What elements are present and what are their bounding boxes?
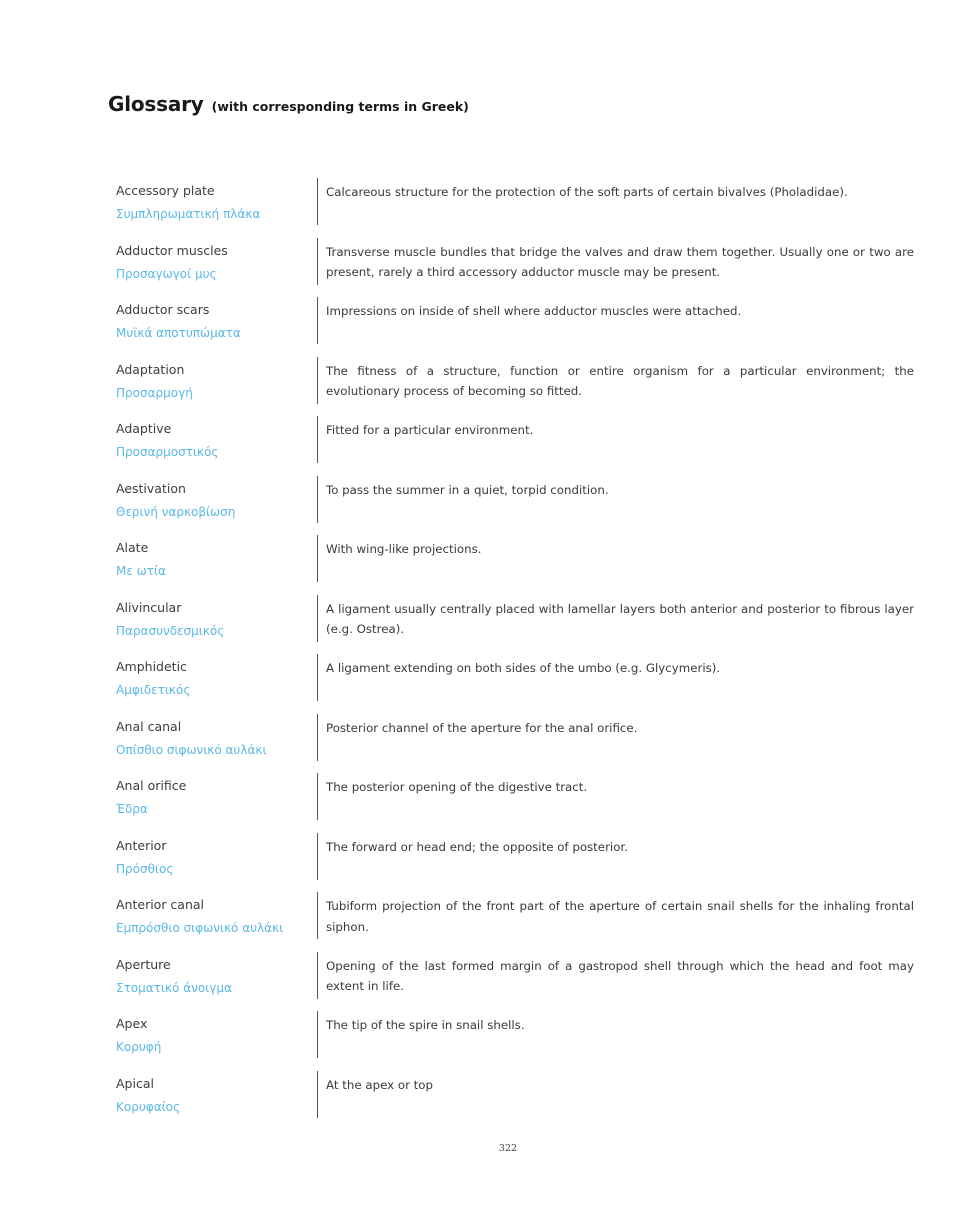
term-block [116, 1015, 306, 1056]
term-definition: Fitted for a particular environment. [326, 423, 534, 437]
term-definition: Impressions on inside of shell where adductor muscles were attached. [326, 304, 742, 318]
entry-divider [317, 833, 318, 880]
glossary-entry [0, 769, 960, 829]
term-english: Anal orifice [116, 778, 187, 793]
term-definition: Calcareous structure for the protection of the soft parts of certain bivalves (Pholadidae). [326, 185, 848, 199]
term-english: Apical [116, 1075, 154, 1091]
term-english: Amphidetic [116, 659, 187, 674]
glossary-entry [0, 412, 960, 472]
term-greek: Έδρα [116, 802, 148, 816]
term-greek: Συμπληρωματική πλάκα [116, 207, 261, 221]
glossary-entry [0, 650, 960, 710]
term-block [116, 301, 306, 342]
glossary-entry [0, 234, 960, 294]
entry-divider [317, 476, 318, 523]
term-definition: To pass the summer in a quiet, torpid condition. [326, 482, 609, 497]
entry-divider [317, 178, 318, 225]
term-definition: A ligament extending on both sides of the umbo (e.g. Glycymeris). [326, 661, 721, 675]
glossary-entry [0, 591, 960, 651]
term-block [116, 420, 306, 461]
term-block [116, 1075, 306, 1116]
glossary-entry [0, 1067, 960, 1127]
entry-divider [317, 416, 318, 463]
term-definition: The posterior opening of the digestive tract. [326, 780, 588, 794]
page-header [108, 92, 469, 116]
term-english: Adaptive [116, 421, 172, 436]
term-english: Adductor muscles [116, 242, 228, 258]
glossary-entry [0, 948, 960, 1008]
term-block [116, 480, 306, 521]
term-english: Anterior [116, 837, 167, 853]
term-greek: Μυϊκά αποτυπώματα [116, 326, 241, 340]
term-english: Alivincular [116, 599, 182, 615]
term-block [116, 182, 306, 223]
entry-divider [317, 357, 318, 404]
term-english: Anal canal [116, 718, 182, 734]
term-definition: With wing-like projections. [326, 542, 482, 556]
entry-divider [317, 1071, 318, 1118]
term-definition: Tubiform projection of the front part of the aperture of certain snail shells for the inhaling frontal siphon. [326, 899, 914, 934]
term-english: Alate [116, 540, 149, 555]
term-block [116, 896, 306, 937]
term-definition: The fitness of a structure, function or entire organism for a particular environment; the evolutionary process of becoming so fitted. [326, 363, 914, 398]
glossary-entry [0, 174, 960, 234]
term-block [116, 599, 306, 640]
term-greek: Προσαρμοστικός [116, 445, 219, 459]
term-greek: Προσαγωγοί μυς [116, 266, 217, 281]
term-english: Aestivation [116, 480, 186, 496]
term-definition: Opening of the last formed margin of a gastropod shell through which the head and foot may extent in life. [326, 958, 914, 993]
glossary-entry [0, 1007, 960, 1067]
term-definition: Transverse muscle bundles that bridge the valves and draw them together. Usually one or two are present, rarely a third accessory adductor muscle may be present. [326, 244, 914, 279]
entry-divider [317, 714, 318, 761]
term-block [116, 539, 306, 580]
term-block [116, 242, 306, 283]
term-english: Aperture [116, 956, 171, 972]
term-definition: A ligament usually centrally placed with lamellar layers both anterior and posterior to fibrous layer (e.g. Ostrea). [326, 601, 914, 636]
term-block [116, 361, 306, 402]
entry-divider [317, 773, 318, 820]
entry-divider [317, 297, 318, 344]
term-greek: Αμφιδετικός [116, 683, 191, 697]
term-greek: Κορυφαίος [116, 1099, 181, 1114]
page-number: 322 [498, 1143, 518, 1154]
term-block [116, 777, 306, 818]
glossary-entry [0, 531, 960, 591]
term-definition: The forward or head end; the opposite of posterior. [326, 839, 628, 854]
entry-divider [317, 595, 318, 642]
term-greek: Θερινή ναρκοβίωση [116, 504, 236, 519]
term-english: Adaptation [116, 361, 185, 377]
term-greek: Με ωτία [116, 564, 166, 578]
term-definition: The tip of the spire in snail shells. [326, 1018, 525, 1032]
term-greek: Πρόσθιος [116, 861, 174, 876]
glossary-entry [0, 293, 960, 353]
page-subtitle: (with corresponding terms in Greek) [211, 99, 469, 114]
glossary-entry [0, 710, 960, 770]
entry-divider [317, 1011, 318, 1058]
term-greek: Οπίσθιο σιφωνικό αυλάκι [116, 742, 267, 757]
glossary-entry [0, 888, 960, 948]
term-block [116, 837, 306, 878]
entry-divider [317, 892, 318, 939]
term-block [116, 718, 306, 759]
entry-divider [317, 238, 318, 285]
term-block [116, 658, 306, 699]
glossary-entry [0, 353, 960, 413]
term-definition: Posterior channel of the aperture for the anal orifice. [326, 720, 638, 735]
entry-divider [317, 654, 318, 701]
glossary-entry [0, 472, 960, 532]
term-block [116, 956, 306, 997]
term-greek: Στοματικό άνοιγμα [116, 980, 232, 995]
term-greek: Κορυφή [116, 1040, 162, 1054]
term-english: Adductor scars [116, 302, 210, 317]
term-greek: Παρασυνδεσμικός [116, 623, 225, 638]
glossary-list [0, 174, 960, 1126]
term-greek: Προσαρμογή [116, 385, 193, 400]
entry-divider [317, 535, 318, 582]
term-english: Anterior canal [116, 897, 205, 912]
term-english: Apex [116, 1016, 148, 1031]
glossary-entry [0, 829, 960, 889]
term-english: Accessory plate [116, 183, 215, 198]
page-title: Glossary [108, 92, 204, 116]
term-definition: At the apex or top [326, 1077, 433, 1092]
term-greek: Εμπρόσθιο σιφωνικό αυλάκι [116, 921, 284, 935]
entry-divider [317, 952, 318, 999]
